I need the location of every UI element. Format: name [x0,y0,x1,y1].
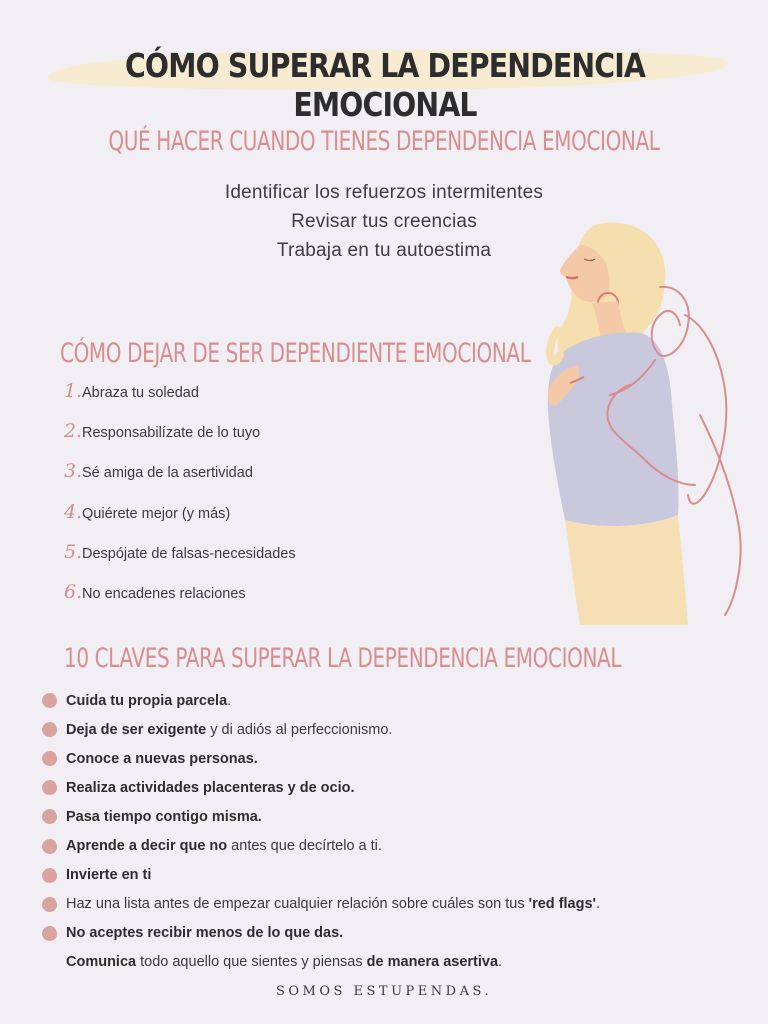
step-number: 5. [64,540,83,563]
step-text: No encadenes relaciones [82,585,246,602]
bullet-dot [42,897,57,912]
list-item: Haz una lista antes de empezar cualquier relación sobre cuáles son tus 'red flags'. [42,890,600,919]
bullet-dot [42,751,57,766]
step-item [64,581,296,621]
list-item: Pasa tiempo contigo misma. [42,802,600,831]
woman-embrace-illustration [520,215,760,625]
brand-footer: SOMOS ESTUPENDAS. [275,984,493,999]
bullet-dot [42,693,57,708]
step-item [64,420,296,460]
bullet-dot [42,809,57,824]
list-item: Deja de ser exigente y di adiós al perfeccionismo. [42,715,600,744]
list-item: Realiza actividades placenteras y de ocio. [42,773,600,802]
step-number: 2. [64,420,83,443]
step-item [64,380,296,420]
bullet-dot [42,868,57,883]
step-text: Despójate de falsas-necesidades [82,545,296,562]
section-title-10-claves: 10 CLAVES PARA SUPERAR LA DEPENDENCIA EMOCIONAL [64,643,622,674]
section-title-como-dejar: CÓMO DEJAR DE SER DEPENDIENTE EMOCIONAL [60,338,531,369]
list-item: Identificar los refuerzos intermitentes [224,182,544,203]
list-item: Cuida tu propia parcela. [42,686,600,715]
bullet-dot [42,780,57,795]
step-text: Sé amiga de la asertividad [82,465,253,482]
list-item: Conoce a nuevas personas. [42,744,600,773]
step-item [64,460,296,500]
list-item: Trabaja en tu autoestima [276,240,492,261]
claves-list [42,686,600,977]
step-number: 4. [64,500,83,523]
bullet-dot [42,722,57,737]
list-item: Invierte en ti [42,861,600,890]
step-number: 3. [64,460,83,483]
step-text: Abraza tu soledad [82,385,199,401]
section-title-que-hacer: QUÉ HACER CUANDO TIENES DEPENDENCIA EMOCIONAL [108,126,660,157]
bullet-dot [42,839,57,854]
step-text: Quiérete mejor (y más) [82,505,231,522]
step-number: 1. [64,380,83,402]
steps-list [64,380,296,621]
skirt-shape [565,515,688,625]
step-item [64,501,296,541]
list-item: Comunica todo aquello que sientes y piensas de manera asertiva. [66,954,503,971]
page-title: CÓMO SUPERAR LA DEPENDENCIA EMOCIONAL [124,46,646,124]
bullet-dot [42,926,57,941]
step-text: Responsabilízate de lo tuyo [82,425,261,442]
list-item: Aprende a decir que no antes que decírtelo a ti. [42,831,600,860]
title-banner [40,36,730,124]
step-number: 6. [64,580,83,603]
list-item: Revisar tus creencias [291,211,477,232]
list-item: No aceptes recibir menos de lo que das. [42,919,600,948]
step-item [64,541,296,581]
